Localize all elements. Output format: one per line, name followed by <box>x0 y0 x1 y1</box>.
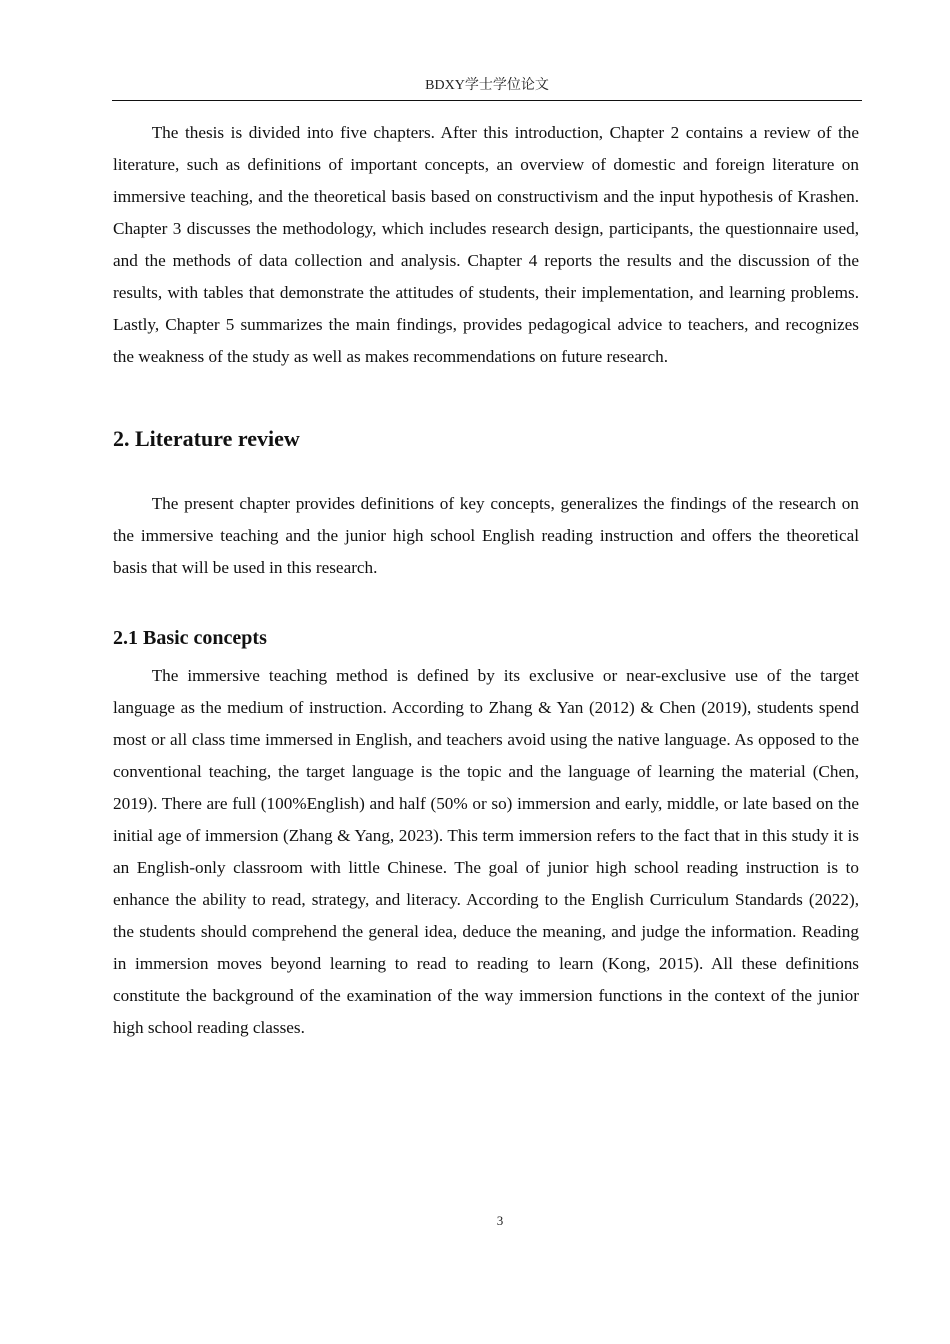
intro-paragraph: The thesis is divided into five chapters. After this introduction, Chapter 2 contains a review of the literature, such as definitions of important concepts, an overview of domestic and foreign literature on immersive teaching, and the theoretical basis based on constructivism and the input hypothesis of Krashen. Chapter 3 discusses the methodology, which includes research design, participants, the questionnaire used, and the methods of data collection and analysis. Chapter 4 reports the results and the discussion of the results, with tables that demonstrate the attitudes of students, their implementation, and learning problems. Lastly, Chapter 5 summarizes the main findings, provides pedagogical advice to teachers, and recognizes the weakness of the study as well as makes recommendations on future research. <box>113 123 859 366</box>
page-number: 3 <box>496 1213 504 1228</box>
section-heading-literature-review: 2. Literature review <box>113 426 300 451</box>
section-intro-paragraph: The present chapter provides definitions of key concepts, generalizes the findings of the research on the immersive teaching and the junior high school English reading instruction and offers the theoretical basis that will be used in this research. <box>113 494 859 577</box>
basic-concepts-paragraph: The immersive teaching method is defined by its exclusive or near-exclusive use of the target language as the medium of instruction. According to Zhang & Yan (2012) & Chen (2019), students spend most or all class time immersed in English, and teachers avoid using the native language. As opposed to the conventional teaching, the target language is the topic and the language of learning the material (Chen, 2019). There are full (100%English) and half (50% or so) immersion and early, middle, or late based on the initial age of immersion (Zhang & Yang, 2023). This term immersion refers to the fact that in this study it is an English-only classroom with little Chinese. The goal of junior high school reading instruction is to enhance the ability to read, strategy, and literacy. According to the English Curriculum Standards (2022), the students should comprehend the general idea, deduce the meaning, and judge the information. Reading in immersion moves beyond learning to read to reading to learn (Kong, 2015). All these definitions constitute the background of the examination of the way immersion functions in the context of the junior high school reading classes. <box>113 666 859 1037</box>
page-body <box>113 117 859 1044</box>
subsection-heading-basic-concepts: 2.1 Basic concepts <box>113 627 267 649</box>
header-divider <box>112 100 862 101</box>
running-header: BDXY学士学位论文 <box>425 78 549 93</box>
